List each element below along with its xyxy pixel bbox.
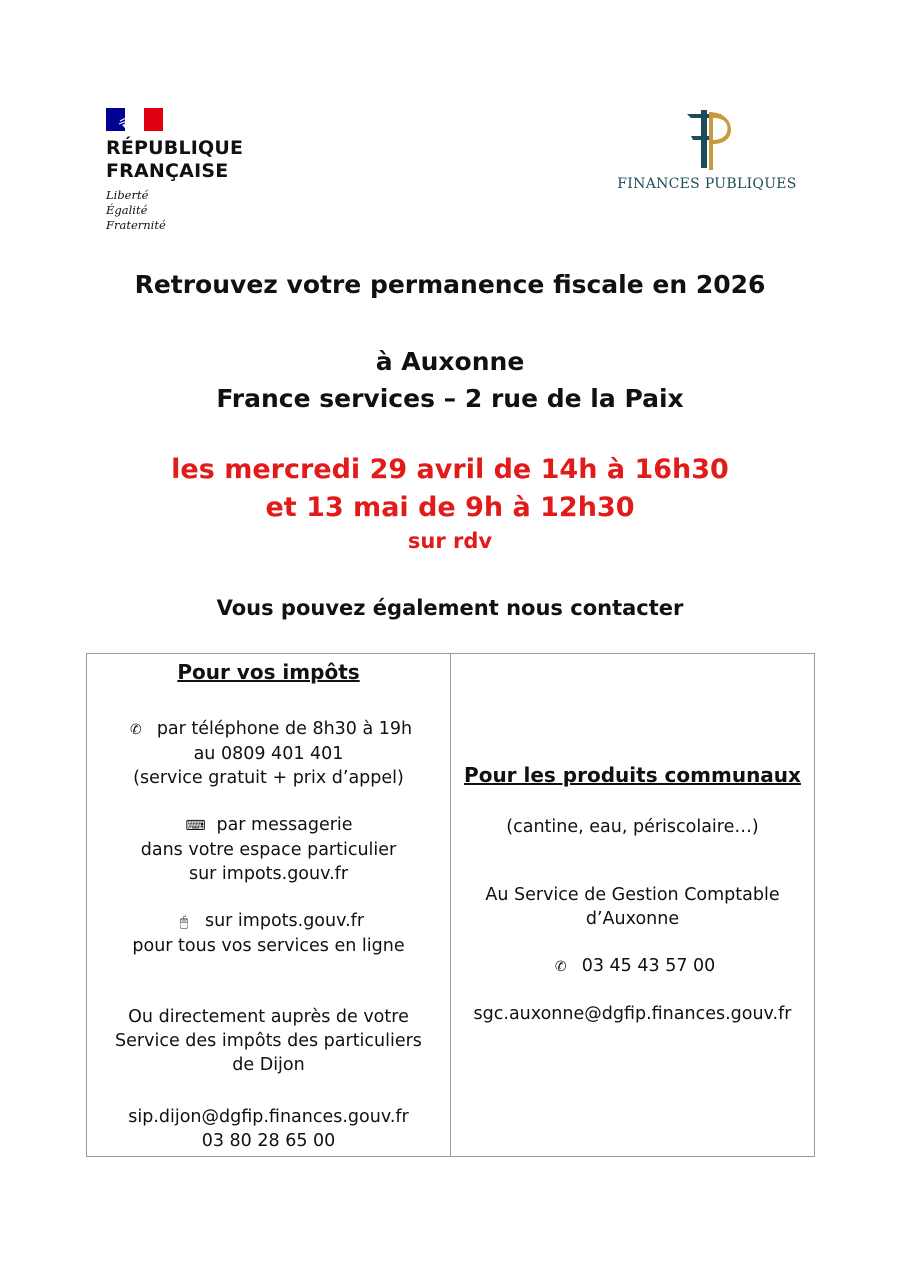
republique-name: RÉPUBLIQUE FRANÇAISE — [106, 137, 244, 182]
messaging-contact: ⌨ par messagerie dans votre espace particulier sur impots.gouv.fr — [87, 813, 450, 886]
finances-publiques-emblem-icon — [679, 106, 735, 172]
taxes-column — [87, 654, 451, 1157]
schedule-date-1: les mercredi 29 avril de 14h à 16h30 — [171, 454, 729, 485]
contact-table — [86, 653, 815, 1157]
phone-icon: ✆ — [554, 959, 567, 975]
municipal-column — [451, 654, 815, 1157]
phone-icon: ✆ — [129, 722, 142, 738]
computer-icon: ⌨ — [185, 818, 206, 834]
location — [0, 343, 900, 417]
sgc-email[interactable]: sgc.auxonne@dgfip.finances.gouv.fr — [473, 1004, 792, 1024]
sgc-service: Au Service de Gestion Comptable d’Auxonne — [485, 885, 780, 929]
location-address: France services – 2 rue de la Paix — [216, 384, 684, 413]
impots-online-link[interactable]: sur impots.gouv.fr — [204, 911, 365, 931]
republique-francaise-logo — [106, 108, 266, 233]
finances-publiques-logo — [614, 106, 800, 192]
municipal-examples: (cantine, eau, périscolaire…) — [506, 817, 759, 837]
marianne-flag-icon — [106, 108, 163, 131]
office-contact: Ou directement auprès de votre Service des impôts des particuliers de Dijon — [115, 1007, 422, 1075]
contact-intro: Vous pouvez également nous contacter — [216, 596, 684, 620]
sip-phone: 03 80 28 65 00 — [201, 1131, 336, 1151]
sgc-phone: ✆ 03 45 43 57 00 — [451, 954, 814, 979]
taxes-heading: Pour vos impôts — [177, 660, 360, 684]
office-details — [87, 1105, 450, 1153]
sip-email[interactable]: sip.dijon@dgfip.finances.gouv.fr — [128, 1107, 409, 1127]
republique-motto: Liberté Égalité Fraternité — [106, 188, 166, 232]
online-contact: 🖱 sur impots.gouv.fr pour tous vos services en ligne — [132, 911, 405, 956]
phone-contact: ✆ par téléphone de 8h30 à 19h au 0809 401 401 (service gratuit + prix d’appel) — [87, 717, 450, 790]
page-title: Retrouvez votre permanence fiscale en 2026 — [134, 270, 766, 299]
impots-link[interactable]: sur impots.gouv.fr — [188, 864, 349, 884]
municipal-heading: Pour les produits communaux — [464, 763, 801, 787]
schedule-date-2: et 13 mai de 9h à 12h30 — [265, 492, 635, 523]
mouse-icon: 🖱 — [179, 914, 189, 930]
schedule-dates — [0, 451, 900, 527]
location-city: à Auxonne — [375, 347, 525, 376]
appointment-note: sur rdv — [407, 529, 493, 553]
finances-publiques-wordmark: FINANCES PUBLIQUES — [617, 176, 797, 192]
